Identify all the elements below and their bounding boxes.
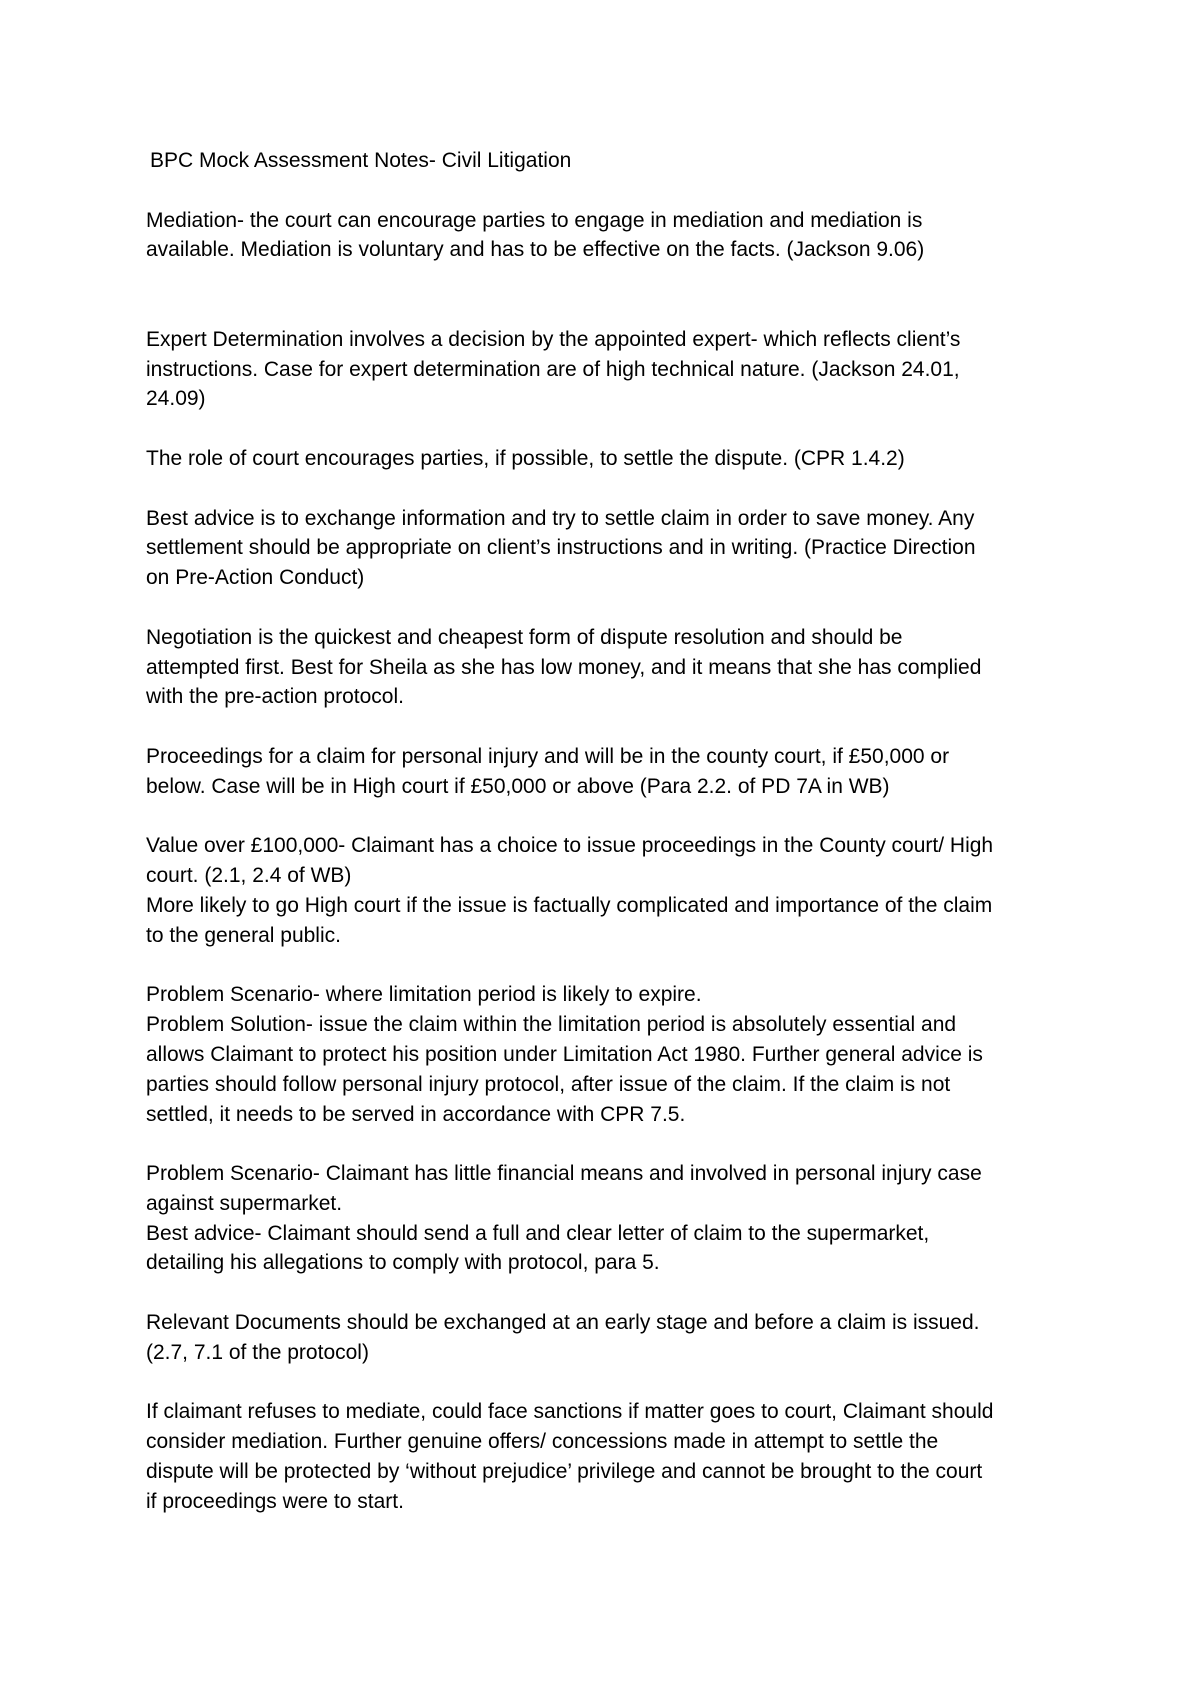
paragraph <box>146 1159 1066 1278</box>
paragraph-list <box>146 206 1066 1517</box>
document-title: BPC Mock Assessment Notes- Civil Litigation <box>150 149 572 172</box>
paragraph-line: Best advice is to exchange information and try to settle claim in order to save money. Any <box>146 506 975 530</box>
paragraph <box>146 831 1066 950</box>
paragraph-line: Mediation- the court can encourage parties to engage in mediation and mediation is <box>146 208 923 232</box>
paragraph-line: Problem Scenario- Claimant has little financial means and involved in personal injury case <box>146 1162 982 1186</box>
paragraph <box>146 980 1066 1129</box>
paragraph-line: Problem Scenario- where limitation period is likely to expire. <box>146 983 702 1007</box>
paragraph-line: (2.7, 7.1 of the protocol) <box>146 1340 369 1364</box>
paragraph-line: settlement should be appropriate on client’s instructions and in writing. (Practice Direction <box>146 536 976 560</box>
paragraph <box>146 1308 1066 1368</box>
paragraph-line: Best advice- Claimant should send a full and clear letter of claim to the supermarket, <box>146 1221 930 1245</box>
paragraph-line: available. Mediation is voluntary and has to be effective on the facts. (Jackson 9.06) <box>146 238 925 262</box>
paragraph-line: Negotiation is the quickest and cheapest form of dispute resolution and should be <box>146 625 903 649</box>
paragraph-line: detailing his allegations to comply with protocol, para 5. <box>146 1251 660 1275</box>
paragraph-line: parties should follow personal injury protocol, after issue of the claim. If the claim is not <box>146 1072 951 1096</box>
paragraph <box>146 1397 1066 1516</box>
paragraph-line: allows Claimant to protect his position under Limitation Act 1980. Further general advice is <box>146 1042 983 1066</box>
paragraph-line: More likely to go High court if the issue is factually complicated and importance of the claim <box>146 893 993 917</box>
paragraph-line: The role of court encourages parties, if possible, to settle the dispute. (CPR 1.4.2) <box>146 446 905 470</box>
paragraph-line: below. Case will be in High court if £50,000 or above (Para 2.2. of PD 7A in WB) <box>146 774 890 798</box>
paragraph-line: with the pre-action protocol. <box>146 685 404 709</box>
paragraph-line: settled, it needs to be served in accordance with CPR 7.5. <box>146 1102 686 1126</box>
paragraph <box>146 325 1066 414</box>
document-body <box>146 146 1066 1517</box>
paragraph-line: instructions. Case for expert determination are of high technical nature. (Jackson 24.01, <box>146 357 960 381</box>
paragraph-line: 24.09) <box>146 387 206 411</box>
paragraph-line: If claimant refuses to mediate, could face sanctions if matter goes to court, Claimant should <box>146 1400 994 1424</box>
paragraph-line: Expert Determination involves a decision by the appointed expert- which reflects client’s <box>146 327 961 351</box>
paragraph-line: court. (2.1, 2.4 of WB) <box>146 864 352 888</box>
paragraph-line: consider mediation. Further genuine offers/ concessions made in attempt to settle the <box>146 1430 939 1454</box>
paragraph <box>146 444 1066 474</box>
paragraph-line: dispute will be protected by ‘without prejudice’ privilege and cannot be brought to the court <box>146 1460 983 1484</box>
paragraph-line: attempted first. Best for Sheila as she has low money, and it means that she has complied <box>146 655 982 679</box>
paragraph <box>146 504 1066 593</box>
paragraph-line: if proceedings were to start. <box>146 1489 404 1513</box>
paragraph <box>146 742 1066 802</box>
paragraph-line: Value over £100,000- Claimant has a choice to issue proceedings in the County court/ High <box>146 834 994 858</box>
paragraph-line: Relevant Documents should be exchanged at an early stage and before a claim is issued. <box>146 1311 980 1335</box>
paragraph <box>146 206 1066 266</box>
paragraph <box>146 623 1066 712</box>
paragraph-line: to the general public. <box>146 923 341 947</box>
paragraph-line: on Pre-Action Conduct) <box>146 566 365 590</box>
paragraph-line: Proceedings for a claim for personal injury and will be in the county court, if £50,000 or <box>146 744 950 768</box>
paragraph-line: Problem Solution- issue the claim within the limitation period is absolutely essential and <box>146 1013 957 1037</box>
paragraph-line: against supermarket. <box>146 1191 343 1215</box>
